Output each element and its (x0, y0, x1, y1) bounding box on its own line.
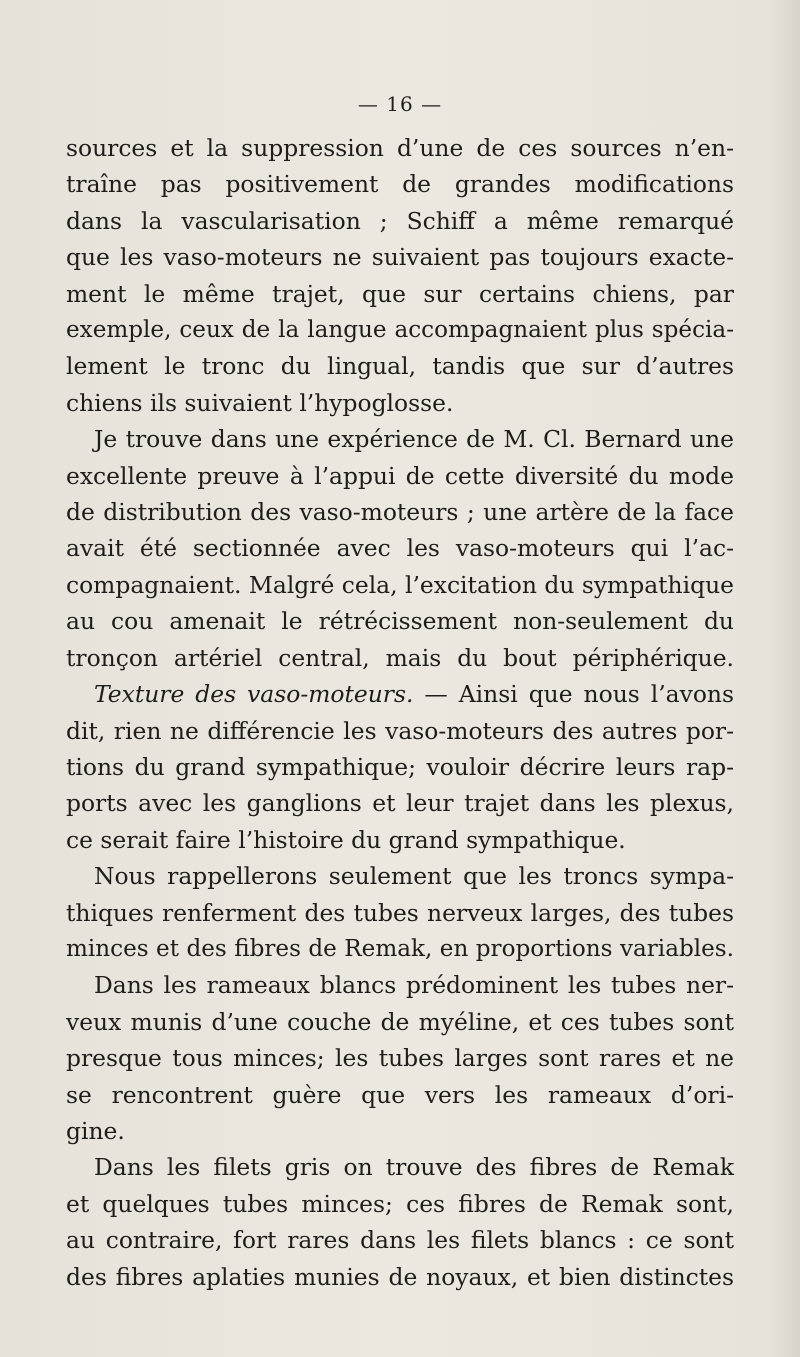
text-line: de distribution des vaso-moteurs ; une artère de la face (66, 498, 734, 527)
text-line: presque tous minces; les tubes larges sont rares et ne (66, 1044, 734, 1073)
text-line: lement le tronc du lingual, tandis que sur d’autres (66, 352, 734, 381)
text-line: chiens ils suivaient l’hypoglosse. (66, 388, 454, 417)
text-line: gine. (66, 1116, 125, 1145)
text-line: dit, rien ne différencie les vaso-moteurs des autres por- (66, 716, 734, 745)
text-line: avait été sectionnée avec les vaso-moteurs qui l’ac- (66, 534, 734, 563)
text-segment: — Ainsi que nous l’avons (424, 680, 734, 709)
text-line: traîne pas positivement de grandes modifications (66, 170, 734, 199)
text-line: et quelques tubes minces; ces fibres de Remak sont, (66, 1189, 734, 1218)
text-line: au cou amenait le rétrécissement non-seulement du (66, 607, 734, 636)
section-heading: Texture des vaso-moteurs. (94, 680, 414, 709)
text-line: Dans les filets gris on trouve des fibres de Remak (94, 1153, 734, 1182)
body-text (66, 130, 734, 1295)
text-line: ports avec les ganglions et leur trajet dans les plexus, (66, 789, 734, 818)
text-line-with-heading (66, 676, 734, 712)
text-line: exemple, ceux de la langue accompagnaient plus spécia- (66, 317, 734, 344)
text-line: veux munis d’une couche de myéline, et ces tubes sont (66, 1007, 734, 1036)
text-line: excellente preuve à l’appui de cette diversité du mode (66, 461, 734, 490)
text-line: ment le même trajet, que sur certains chiens, par (66, 279, 734, 308)
text-line: se rencontrent guère que vers les rameaux d’ori- (66, 1080, 734, 1109)
text-line: Nous rappellerons seulement que les troncs sympa- (94, 862, 734, 891)
page-number: — 16 — (357, 92, 443, 116)
text-line: des fibres aplaties munies de noyaux, et bien distinctes (66, 1262, 734, 1291)
text-line: dans la vascularisation ; Schiff a même remarqué (66, 206, 734, 235)
text-line: que les vaso-moteurs ne suivaient pas toujours exacte- (66, 243, 734, 272)
text-line: Je trouve dans une expérience de M. Cl. Bernard une (94, 425, 734, 454)
text-line: Dans les rameaux blancs prédominent les tubes ner- (94, 971, 734, 1000)
text-line: au contraire, fort rares dans les filets blancs : ce sont (66, 1226, 734, 1255)
text-line: sources et la suppression d’une de ces sources n’en- (66, 134, 734, 162)
text-line: tions du grand sympathique; vouloir décrire leurs rap- (66, 752, 734, 781)
text-line: compagnaient. Malgré cela, l’excitation du sympathique (66, 570, 734, 599)
text-line: minces et des fibres de Remak, en proportions variables. (66, 935, 734, 962)
text-line: ce serait faire l’histoire du grand sympathique. (66, 825, 626, 854)
text-line: tronçon artériel central, mais du bout périphérique. (66, 643, 734, 672)
text-line: thiques renferment des tubes nerveux larges, des tubes (66, 898, 734, 927)
